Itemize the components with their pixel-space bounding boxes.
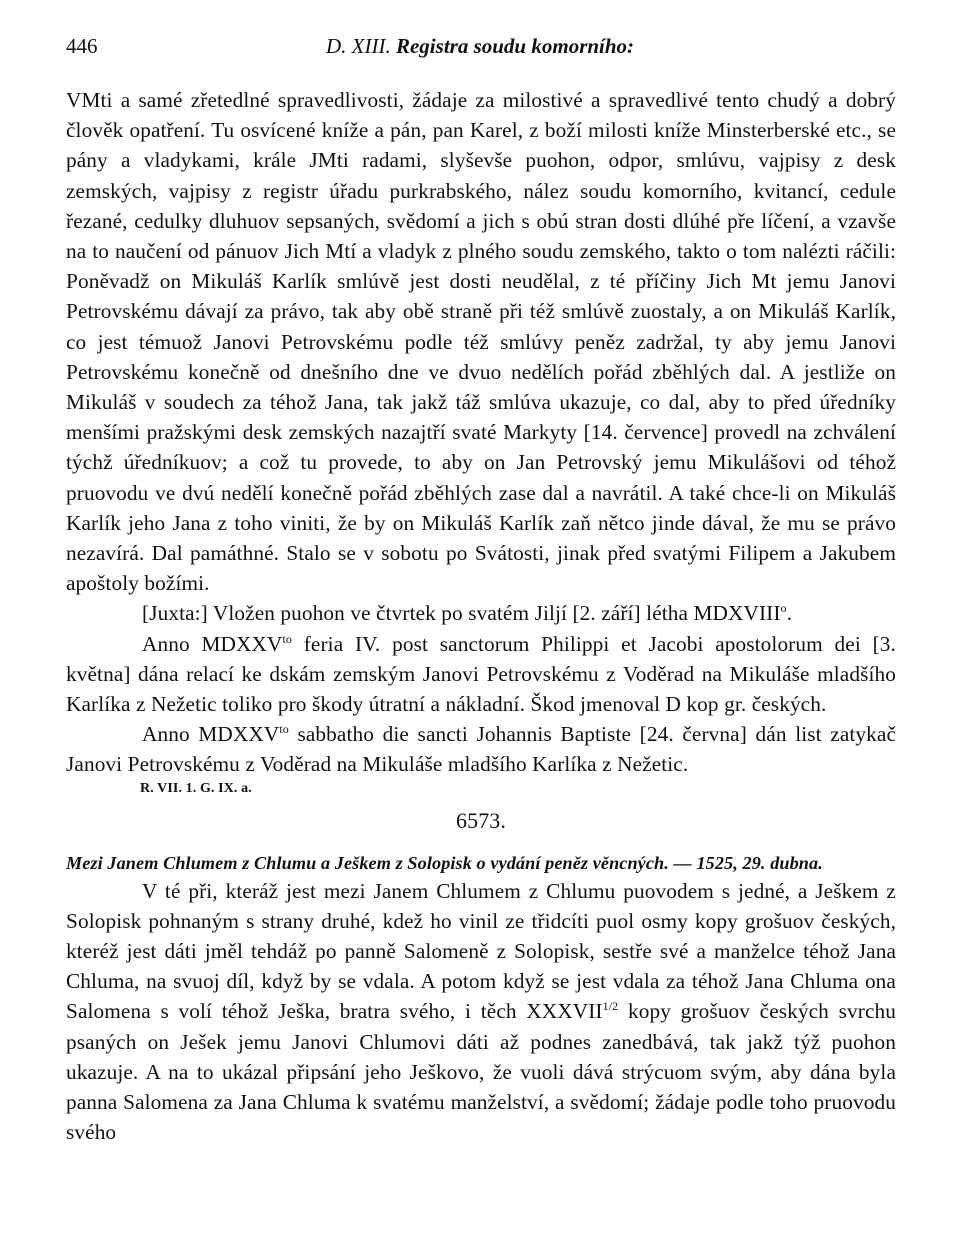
superscript: to	[282, 631, 292, 646]
paragraph-anno-relace-text: feria IV. post sanctorum Philippi et Jacobi apostolorum dei [3. května] dána relací ke dskám zemským Janovi Petrovskému z Voděrad na Mikuláše mladšího Karlíka z Nežetic toliko pro škody útratní a nákladní. Škod jmenoval D kop gr. českých.	[66, 631, 896, 717]
paragraph-anno-zatykac-year: Anno MDXXV	[142, 722, 280, 747]
fraction: 1/2	[602, 999, 619, 1014]
superscript: to	[279, 722, 289, 737]
running-head	[326, 34, 634, 59]
entry-body-text: V té při, kteráž jest mezi Janem Chlumem z Chlumu puovodem s jedné, a Ješkem z Solopisk pohnaným s strany druhé, kdež ho vinil ze třidcíti puol osmy kopy grošuov českých, kteréž jest dáti jměl tehdáž po panně Salomeně z Solopisk, sestře své a manželce téhož Jana Chluma, na svuoj díl, když by se vdala. A potom když se jest vdala za téhož Jana Chluma ona Salomena s volí téhož Ješka, bratra svého, i těch XXXVII	[66, 878, 896, 1024]
entry-body	[66, 876, 896, 1148]
source-reference: R. VII. 1. G. IX. a.	[140, 780, 252, 796]
entry-title: Mezi Janem Chlumem z Chlumu a Ješkem z Solopisk o vydání peněz věncných. — 1525, 29. dubna.	[66, 852, 823, 873]
paragraph-anno-zatykac-text: sabbatho die sancti Johannis Baptiste [24. června] dán list zatykač Janovi Petrovskému z Voděrad na Mikuláše mladšího Karlíka z Nežetic.	[66, 722, 897, 777]
paragraph-judgment: VMti a samé zřetedlné spravedlivosti, žádaje za milostivé a spravedlivé tento chudý a dobrý člověk opatření. Tu osvícené kníže a pán, pan Karel, z boží milosti kníže Minsterberské etc., se pány a vladykami, krále JMti radami, slyševše puohon, odpor, smlúvu, vajpisy z desk zemských, vajpisy z registr úřadu purkrabského, nález soudu komorního, kvitancí, cedule řezané, cedulky dluhuov sepsaných, svědomí a jich s obú stran dosti dlúhé pře líčení, a vzavše na to naučení od pánuov Jich Mtí a vladyk z plného soudu zemského, takto o tom nalézti ráčili: Poněvadž on Mikuláš Karlík smlúvě jest dosti neudělal, z té příčiny Jich Mt jemu Janovi Petrovskému dávají za právo, tak aby obě straně při též smlúvě zuostaly, a on Mikuláš Karlík, co jest témuož Janovi Petrovskému podle též smlúvy peněz zadržal, ty aby jemu Janovi Petrovskému konečně od dnešního dne ve dvuo nedělích pořád zběhlých dal. A jestliže on Mikuláš v soudech za téhož Jana, tak jakž táž smlúva ukazuje, co dal, aby to před úředníky menšími pražskými desk zemských nazajtří svaté Markyty [14. července] provedl na zchválení týchž úředníkuov; a což tu provede, to aby on Jan Petrovský jemu Mikulášovi od téhož pruovodu ve dvú nedělí konečně pořád zběhlých zase dal a navrátil. A také chce-li on Mikuláš Karlík jeho Jana z toho viniti, že by on Mikuláš Karlík zaň nětco jinde dával, že mu se právo nezavírá. Dal památhné. Stalo se v sobotu po Svátosti, jinak před svatými Filipem a Jakubem apoštoly božími.	[66, 88, 896, 596]
running-head-section: D. XIII.	[326, 34, 391, 58]
running-head-title: Registra soudu komorního:	[395, 34, 635, 58]
body-text	[66, 85, 896, 1148]
paragraph-juxta	[66, 598, 896, 628]
entry-number: 6573.	[456, 807, 506, 833]
paragraph-anno-zatykac	[66, 719, 896, 779]
paragraph-anno-relace-year: Anno MDXXV	[142, 631, 283, 656]
page-header	[66, 34, 896, 64]
paragraph-juxta-text: [Juxta:] Vložen puohon ve čtvrtek po svatém Jiljí [2. září] létha MDXVIII	[142, 601, 781, 626]
document-page	[66, 34, 896, 1148]
entry-body-text-continued: kopy grošuov českých svrchu psaných on Ješek jemu Janovi Chlumovi dáti až podnes zanedbává, tak jakž týž puohon ukazuje. A na to ukázal připsání jeho Ješkovo, že vuoli dává strýcuom svým, aby dána byla panna Salomena za Jana Chluma k svatému manželství, a svědomí; žádaje podle toho pruovodu svého	[66, 999, 896, 1145]
page-number: 446	[66, 34, 98, 58]
superscript: o	[780, 601, 787, 616]
paragraph-juxta-end: .	[786, 601, 793, 626]
paragraph-anno-relace	[66, 629, 896, 720]
